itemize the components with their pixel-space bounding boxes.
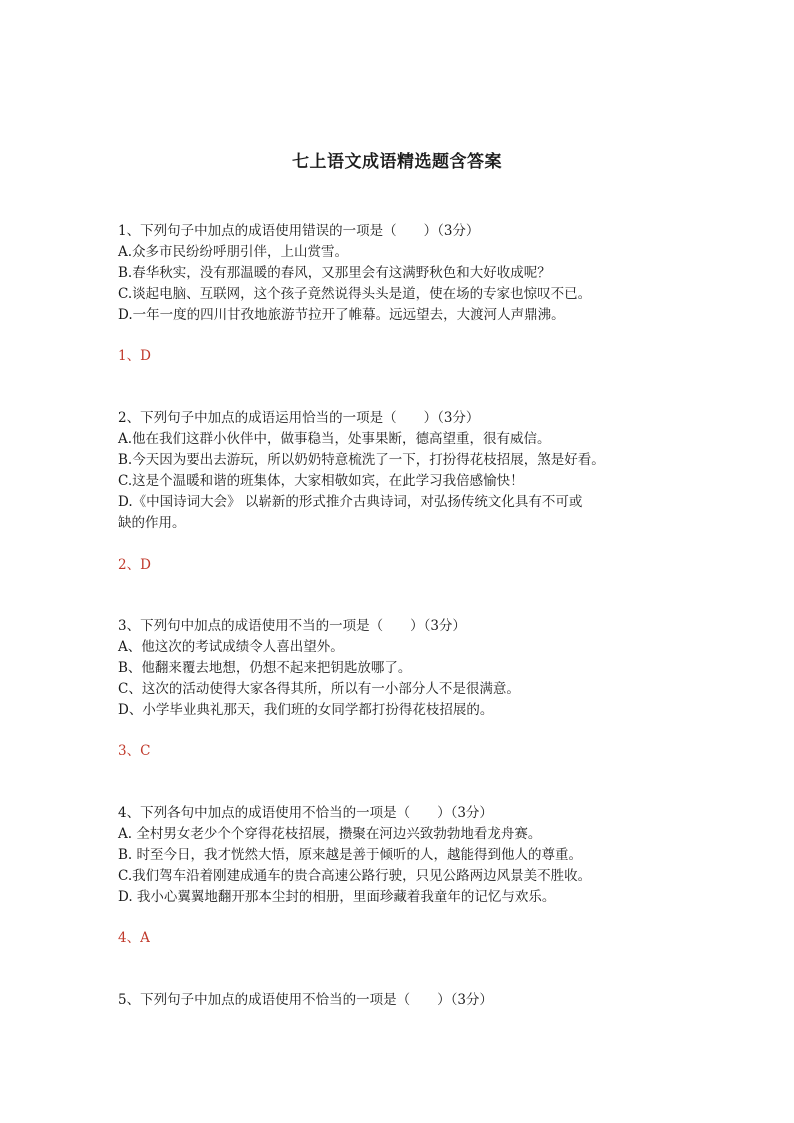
- question-stem: 5、下列句子中加点的成语使用不恰当的一项是（ ）（3分）: [118, 992, 493, 1008]
- answer-2: 2、D: [118, 557, 151, 573]
- option-b: B.今天因为要出去游玩，所以奶奶特意梳洗了一下，打扮得花枝招展，煞是好看。: [118, 452, 605, 468]
- option-c: C、这次的活动使得大家各得其所，所以有一小部分人不是很满意。: [118, 681, 520, 697]
- option-a: A. 全村男女老少个个穿得花枝招展，攒聚在河边兴致勃勃地看龙舟赛。: [118, 826, 542, 842]
- option-d: D.《中国诗词大会》 以崭新的形式推介古典诗词，对弘扬传统文化具有不可或: [118, 494, 583, 510]
- question-stem: 2、下列句子中加点的成语运用恰当的一项是（ ）（3分）: [118, 410, 480, 426]
- question-4: [118, 803, 718, 908]
- option-c: C.这是个温暖和谐的班集体，大家相敬如宾，在此学习我倍感愉快！: [118, 473, 524, 489]
- option-b: B.春华秋实，没有那温暖的春风，又那里会有这满野秋色和大好收成呢？: [118, 265, 551, 281]
- option-d: D.一年一度的四川甘孜地旅游节拉开了帷幕。远远望去，大渡河人声鼎沸。: [118, 307, 565, 323]
- question-2: [118, 408, 718, 534]
- question-stem: 3、下列句中加点的成语使用不当的一项是（ ）（3分）: [118, 618, 466, 634]
- option-c: C.谈起电脑、互联网，这个孩子竟然说得头头是道，使在场的专家也惊叹不已。: [118, 286, 592, 302]
- question-5: [118, 990, 718, 1011]
- answer-3: 3、C: [118, 743, 151, 759]
- question-stem: 1、下列句子中加点的成语使用错误的一项是（ ）（3分）: [118, 223, 480, 239]
- answer-4: 4、A: [118, 930, 150, 946]
- answer-1: 1、D: [118, 348, 151, 364]
- option-d-continued: 缺的作用。: [118, 515, 186, 531]
- question-1: [118, 221, 718, 326]
- option-d: D. 我小心翼翼地翻开那本尘封的相册，里面珍藏着我童年的记忆与欢乐。: [118, 889, 556, 905]
- option-c: C.我们驾车沿着刚建成通车的贵合高速公路行驶，只见公路两边风景美不胜收。: [118, 868, 592, 884]
- option-a: A.众多市民纷纷呼朋引伴，上山赏雪。: [118, 244, 349, 260]
- option-a: A、他这次的考试成绩令人喜出望外。: [118, 639, 344, 655]
- page-title: 七上语文成语精选题含答案: [292, 152, 502, 172]
- option-b: B. 时至今日，我才恍然大悟，原来越是善于倾听的人，越能得到他人的尊重。: [118, 847, 583, 863]
- option-b: B、他翻来覆去地想，仍想不起来把钥匙放哪了。: [118, 660, 412, 676]
- question-stem: 4、下列各句中加点的成语使用不恰当的一项是（ ）（3分）: [118, 805, 493, 821]
- question-3: [118, 616, 718, 721]
- option-a: A.他在我们这群小伙伴中，做事稳当，处事果断，德高望重，很有威信。: [118, 431, 551, 447]
- option-d: D、小学毕业典礼那天，我们班的女同学都打扮得花枝招展的。: [118, 702, 494, 718]
